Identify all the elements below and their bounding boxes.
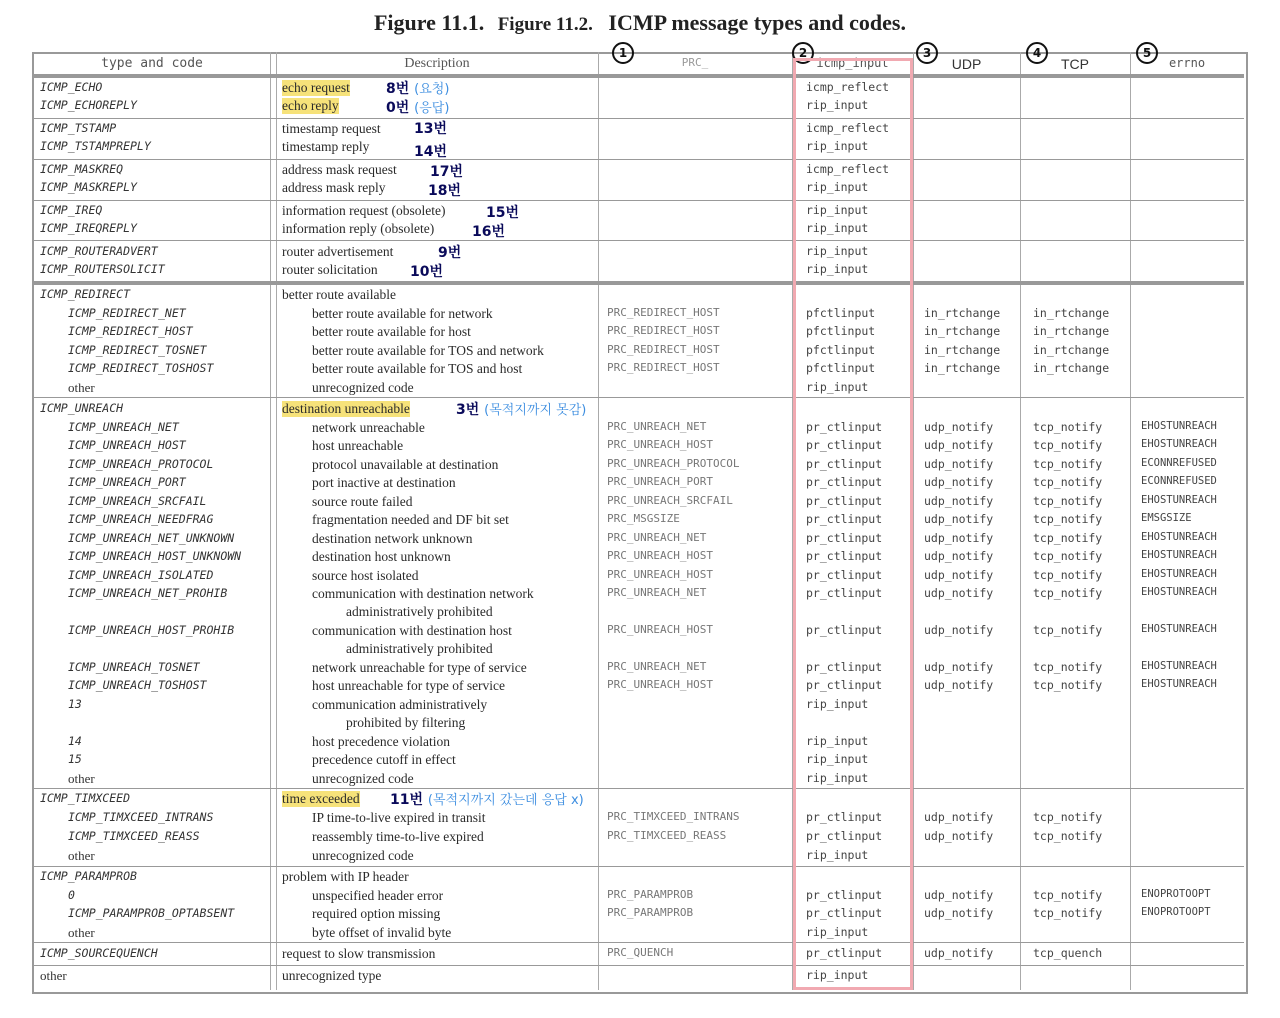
udp-cell: in_rtchange [924,343,1001,357]
description-cell: better route available for TOS and network [312,343,544,358]
description-cell: host precedence violation [312,734,450,749]
udp-cell: udp_notify [924,678,994,692]
description-cell: timestamp request [282,121,381,136]
udp-cell: udp_notify [924,494,994,508]
icmp-input-cell: pr_ctlinput [806,494,883,508]
description-continuation: administratively prohibited [346,641,493,656]
table-row [0,715,1280,733]
table-row [0,771,1280,789]
type-cell: ICMP_UNREACH_SRCFAIL [68,494,207,508]
description-cell: precedence cutoff in effect [312,752,456,767]
type-cell: 0 [68,888,75,902]
table-row [0,925,1280,943]
icmp-input-cell: pr_ctlinput [806,906,883,920]
icmp-input-cell: rip_input [806,139,869,153]
errno-cell: EHOSTUNREACH [1141,623,1217,635]
errno-cell: ECONNREFUSED [1141,457,1217,469]
errno-cell: EHOSTUNREACH [1141,494,1217,506]
note-time-exceeded: 11번 (목적지까지 갔는데 응답 x) [390,792,584,808]
table-row [0,203,1280,221]
icmp-input-cell: rip_input [806,262,869,276]
description-cell: unrecognized type [282,968,382,983]
prc-cell: PRC_TIMXCEED_INTRANS [607,810,740,823]
tcp-cell: tcp_notify [1033,531,1103,545]
icmp-input-cell: icmp_reflect [806,80,890,94]
description-cell: reassembly time-to-live expired [312,829,484,844]
icmp-input-cell: rip_input [806,771,869,785]
table-row [0,586,1280,604]
description-cell: better route available [282,287,396,302]
icmp-input-cell: rip_input [806,203,869,217]
circled-number-1: 1 [612,42,634,64]
icmp-input-cell: pr_ctlinput [806,888,883,902]
errno-cell: EHOSTUNREACH [1141,568,1217,580]
type-cell: ICMP_ECHOREPLY [40,98,137,112]
udp-cell: udp_notify [924,457,994,471]
table-row [0,752,1280,770]
type-cell: ICMP_MASKREQ [40,162,124,176]
tcp-cell: tcp_notify [1033,906,1103,920]
prc-cell: PRC_UNREACH_HOST [607,549,713,562]
type-cell: 14 [68,734,82,748]
group-divider [34,240,1244,241]
description-cell: better route available for TOS and host [312,361,523,376]
errno-cell: EHOSTUNREACH [1141,420,1217,432]
description-cell: communication with destination host [312,623,512,638]
description-cell: time exceeded [282,791,360,806]
icmp-input-cell: pr_ctlinput [806,586,883,600]
type-cell: ICMP_TIMXCEED_INTRANS [68,810,214,824]
errno-cell: EMSGSIZE [1141,512,1192,524]
icmp-input-cell: rip_input [806,848,869,862]
udp-cell: udp_notify [924,438,994,452]
udp-cell: in_rtchange [924,306,1001,320]
prc-cell: PRC_REDIRECT_HOST [607,361,720,374]
type-cell: ICMP_UNREACH_NET [68,420,179,434]
description-cell: port inactive at destination [312,475,456,490]
errno-cell: EHOSTUNREACH [1141,531,1217,543]
table-row [0,287,1280,305]
prc-cell: PRC_UNREACH_PORT [607,475,713,488]
udp-cell: in_rtchange [924,361,1001,375]
note-router-advert: 9번 [438,245,462,261]
udp-cell: udp_notify [924,810,994,824]
description-cell: problem with IP header [282,869,409,884]
icmp-input-cell: icmp_reflect [806,162,890,176]
note-echo-reply: 0번 (응답) [386,100,450,116]
header-type: type and code [101,56,203,71]
type-cell: ICMP_TSTAMPREPLY [40,139,151,153]
table-row [0,604,1280,622]
type-cell: ICMP_REDIRECT_NET [68,306,186,320]
icmp-input-cell: rip_input [806,697,869,711]
type-cell: ICMP_ROUTERSOLICIT [40,262,165,276]
header-prc: PRC_ [681,56,709,69]
type-cell: ICMP_SOURCEQUENCH [40,946,158,960]
table-row [0,734,1280,752]
udp-cell: in_rtchange [924,324,1001,338]
errno-cell: ENOPROTOOPT [1141,888,1211,900]
table-row [0,869,1280,887]
icmp-input-cell: rip_input [806,752,869,766]
note-dest-unreachable: 3번 (목적지까지 못감) [456,402,587,418]
table-row [0,244,1280,262]
table-row [0,475,1280,493]
header-errno: errno [1168,56,1206,70]
type-cell: ICMP_UNREACH_TOSNET [68,660,200,674]
circled-number-4: 4 [1026,42,1048,64]
group-divider [34,965,1244,966]
icmp-input-cell: pr_ctlinput [806,531,883,545]
type-cell: other [40,968,67,983]
icmp-input-cell: pr_ctlinput [806,678,883,692]
tcp-cell: in_rtchange [1033,343,1110,357]
description-cell: protocol unavailable at destination [312,457,499,472]
type-cell: ICMP_REDIRECT [40,287,131,301]
tcp-cell: tcp_notify [1033,457,1103,471]
circled-number-5: 5 [1136,42,1158,64]
figure-label-2: Figure 11.2. [497,14,593,35]
table-row [0,641,1280,659]
table-row [0,380,1280,398]
errno-cell: EHOSTUNREACH [1141,678,1217,690]
icmp-input-cell: pr_ctlinput [806,568,883,582]
table-row [0,306,1280,324]
type-cell: ICMP_UNREACH_NET_PROHIB [68,586,228,600]
prc-cell: PRC_REDIRECT_HOST [607,306,720,319]
tcp-cell: tcp_notify [1033,660,1103,674]
table-row [0,623,1280,641]
tcp-cell: tcp_notify [1033,438,1103,452]
tcp-cell: in_rtchange [1033,324,1110,338]
type-cell: ICMP_UNREACH_TOSHOST [68,678,207,692]
description-cell: network unreachable [312,420,425,435]
group-divider [34,118,1244,119]
figure-label-1: Figure 11.1. [373,10,485,35]
note-mask-request: 17번 [430,164,464,180]
udp-cell: udp_notify [924,475,994,489]
type-cell: ICMP_UNREACH [40,401,124,415]
description-continuation: administratively prohibited [346,604,493,619]
circled-number-3: 3 [916,42,938,64]
table-row [0,324,1280,342]
tcp-cell: tcp_notify [1033,512,1103,526]
prc-cell: PRC_MSGSIZE [607,512,680,525]
icmp-input-cell: rip_input [806,734,869,748]
icmp-input-cell: pr_ctlinput [806,660,883,674]
description-cell: better route available for host [312,324,471,339]
icmp-input-cell: icmp_reflect [806,121,890,135]
type-cell: other [68,380,95,395]
note-echo-request: 8번 (요청) [386,81,450,97]
icmp-input-cell: rip_input [806,244,869,258]
errno-cell: EHOSTUNREACH [1141,438,1217,450]
icmp-input-cell: pr_ctlinput [806,549,883,563]
description-cell: communication administratively [312,697,488,712]
header-description: Description [404,56,470,71]
description-cell: information reply (obsolete) [282,221,435,236]
table-row [0,549,1280,567]
icmp-input-cell: pr_ctlinput [806,623,883,637]
tcp-cell: tcp_notify [1033,586,1103,600]
icmp-input-cell: pr_ctlinput [806,420,883,434]
type-cell: ICMP_PARAMPROB [40,869,137,883]
table-row [0,968,1280,986]
errno-cell: ECONNREFUSED [1141,475,1217,487]
prc-cell: PRC_UNREACH_NET [607,586,707,599]
figure-title [0,10,1280,36]
tcp-cell: tcp_notify [1033,678,1103,692]
udp-cell: udp_notify [924,623,994,637]
udp-cell: udp_notify [924,946,994,960]
icmp-input-cell: pr_ctlinput [806,438,883,452]
icmp-input-cell: rip_input [806,180,869,194]
errno-cell: EHOSTUNREACH [1141,586,1217,598]
type-cell: ICMP_IREQREPLY [40,221,137,235]
type-cell: ICMP_TSTAMP [40,121,117,135]
tcp-cell: tcp_notify [1033,623,1103,637]
type-cell: ICMP_TIMXCEED [40,791,131,805]
note-timestamp-request: 13번 [414,121,448,137]
tcp-cell: tcp_quench [1033,946,1103,960]
type-cell: ICMP_UNREACH_NEEDFRAG [68,512,214,526]
tcp-cell: tcp_notify [1033,494,1103,508]
type-cell: ICMP_UNREACH_PROTOCOL [68,457,214,471]
type-cell: 13 [68,697,82,711]
type-cell: ICMP_MASKREPLY [40,180,137,194]
description-cell: unrecognized code [312,380,414,395]
udp-cell: udp_notify [924,531,994,545]
table-row [0,512,1280,530]
udp-cell: udp_notify [924,829,994,843]
tcp-cell: tcp_notify [1033,475,1103,489]
description-cell: echo reply [282,98,339,113]
prc-cell: PRC_UNREACH_SRCFAIL [607,494,733,507]
table-row [0,494,1280,512]
group-divider [34,866,1244,867]
note-router-solicit: 10번 [410,264,444,280]
figure-caption: ICMP message types and codes. [608,10,906,35]
table-row [0,80,1280,98]
note-mask-reply: 18번 [428,183,462,199]
prc-cell: PRC_UNREACH_HOST [607,438,713,451]
tcp-cell: tcp_notify [1033,888,1103,902]
errno-cell: EHOSTUNREACH [1141,660,1217,672]
type-cell: other [68,848,95,863]
prc-cell: PRC_REDIRECT_HOST [607,343,720,356]
table-row [0,180,1280,198]
type-cell: ICMP_REDIRECT_HOST [68,324,193,338]
description-cell: host unreachable for type of service [312,678,506,693]
type-cell: ICMP_UNREACH_NET_UNKNOWN [68,531,235,545]
description-cell: source route failed [312,494,413,509]
icmp-input-cell: rip_input [806,221,869,235]
table-row [0,906,1280,924]
description-cell: destination host unknown [312,549,451,564]
errno-cell: EHOSTUNREACH [1141,549,1217,561]
description-cell: unspecified header error [312,888,444,903]
table-row [0,697,1280,715]
table-row [0,829,1280,847]
description-continuation: prohibited by filtering [346,715,466,730]
description-cell: source host isolated [312,568,419,583]
tcp-cell: in_rtchange [1033,361,1110,375]
udp-cell: udp_notify [924,420,994,434]
type-cell: ICMP_TIMXCEED_REASS [68,829,200,843]
tcp-cell: tcp_notify [1033,810,1103,824]
table-row [0,678,1280,696]
note-info-reply: 16번 [472,224,506,240]
prc-cell: PRC_UNREACH_HOST [607,678,713,691]
description-cell: address mask reply [282,180,386,195]
table-row [0,531,1280,549]
group-divider [34,281,1244,285]
icmp-input-cell: rip_input [806,968,869,982]
prc-cell: PRC_TIMXCEED_REASS [607,829,727,842]
tcp-cell: tcp_notify [1033,549,1103,563]
description-cell: network unreachable for type of service [312,660,527,675]
prc-cell: PRC_PARAMPROB [607,888,694,901]
icmp-input-cell: pr_ctlinput [806,512,883,526]
prc-cell: PRC_UNREACH_PROTOCOL [607,457,740,470]
description-cell: information request (obsolete) [282,203,446,218]
description-cell: address mask request [282,162,397,177]
table-row [0,457,1280,475]
description-cell: required option missing [312,906,441,921]
note-info-request: 15번 [486,205,520,221]
description-cell: communication with destination network [312,586,534,601]
description-cell: destination unreachable [282,401,410,416]
prc-cell: PRC_UNREACH_HOST [607,623,713,636]
table-row [0,946,1280,964]
icmp-input-cell: pr_ctlinput [806,457,883,471]
description-cell: fragmentation needed and DF bit set [312,512,509,527]
group-divider [34,200,1244,201]
type-cell: ICMP_PARAMPROB_OPTABSENT [68,906,235,920]
udp-cell: udp_notify [924,586,994,600]
icmp-input-cell: pr_ctlinput [806,946,883,960]
description-cell: timestamp reply [282,139,370,154]
group-divider [34,159,1244,160]
description-cell: unrecognized code [312,848,414,863]
type-cell: ICMP_UNREACH_ISOLATED [68,568,214,582]
type-cell: ICMP_UNREACH_HOST_UNKNOWN [68,549,242,563]
udp-cell: udp_notify [924,906,994,920]
type-cell: other [68,925,95,940]
type-cell: ICMP_UNREACH_HOST [68,438,186,452]
description-cell: IP time-to-live expired in transit [312,810,486,825]
table-row [0,791,1280,809]
table-row [0,361,1280,379]
type-cell: other [68,771,95,786]
table-row [0,888,1280,906]
prc-cell: PRC_UNREACH_HOST [607,568,713,581]
icmp-input-cell: pfctlinput [806,324,876,338]
type-cell: ICMP_ROUTERADVERT [40,244,158,258]
prc-cell: PRC_UNREACH_NET [607,660,707,673]
description-cell: request to slow transmission [282,946,436,961]
type-cell: ICMP_UNREACH_PORT [68,475,186,489]
table-row [0,810,1280,828]
prc-cell: PRC_REDIRECT_HOST [607,324,720,337]
type-cell: ICMP_UNREACH_HOST_PROHIB [68,623,235,637]
description-cell: byte offset of invalid byte [312,925,452,940]
table-row [0,162,1280,180]
description-cell: host unreachable [312,438,404,453]
icmp-input-cell: rip_input [806,925,869,939]
header-icmp-input: icmp_input [816,56,889,70]
udp-cell: udp_notify [924,660,994,674]
icmp-input-cell: pr_ctlinput [806,829,883,843]
table-row [0,221,1280,239]
description-cell: echo request [282,80,350,95]
table-row [0,139,1280,157]
table-row [0,121,1280,139]
udp-cell: udp_notify [924,512,994,526]
description-cell: unrecognized code [312,771,414,786]
icmp-input-cell: pfctlinput [806,343,876,357]
table-row [0,343,1280,361]
description-cell: better route available for network [312,306,493,321]
table-row [0,420,1280,438]
icmp-input-cell: rip_input [806,380,869,394]
table-row [0,660,1280,678]
table-row [0,438,1280,456]
description-cell: router advertisement [282,244,394,259]
type-cell: 15 [68,752,82,766]
prc-cell: PRC_QUENCH [607,946,674,959]
tcp-cell: tcp_notify [1033,420,1103,434]
table-row [0,848,1280,866]
icmp-input-cell: rip_input [806,98,869,112]
table-row [0,401,1280,419]
table-row [0,98,1280,116]
errno-cell: ENOPROTOOPT [1141,906,1211,918]
prc-cell: PRC_UNREACH_NET [607,420,707,433]
udp-cell: udp_notify [924,549,994,563]
type-cell: ICMP_IREQ [40,203,103,217]
description-cell: destination network unknown [312,531,473,546]
tcp-cell: in_rtchange [1033,306,1110,320]
icmp-input-cell: pr_ctlinput [806,475,883,489]
type-cell: ICMP_REDIRECT_TOSNET [68,343,207,357]
table-row [0,262,1280,280]
icmp-input-cell: pfctlinput [806,361,876,375]
icmp-input-cell: pfctlinput [806,306,876,320]
prc-cell: PRC_PARAMPROB [607,906,694,919]
tcp-cell: tcp_notify [1033,568,1103,582]
table-row [0,568,1280,586]
header-tcp: TCP [1061,56,1089,72]
header-udp: UDP [951,56,982,72]
prc-cell: PRC_UNREACH_NET [607,531,707,544]
note-timestamp-reply: 14번 [414,144,448,160]
circled-number-2: 2 [792,42,814,64]
description-cell: router solicitation [282,262,378,277]
tcp-cell: tcp_notify [1033,829,1103,843]
udp-cell: udp_notify [924,568,994,582]
type-cell: ICMP_REDIRECT_TOSHOST [68,361,214,375]
icmp-input-cell: pr_ctlinput [806,810,883,824]
udp-cell: udp_notify [924,888,994,902]
type-cell: ICMP_ECHO [40,80,103,94]
